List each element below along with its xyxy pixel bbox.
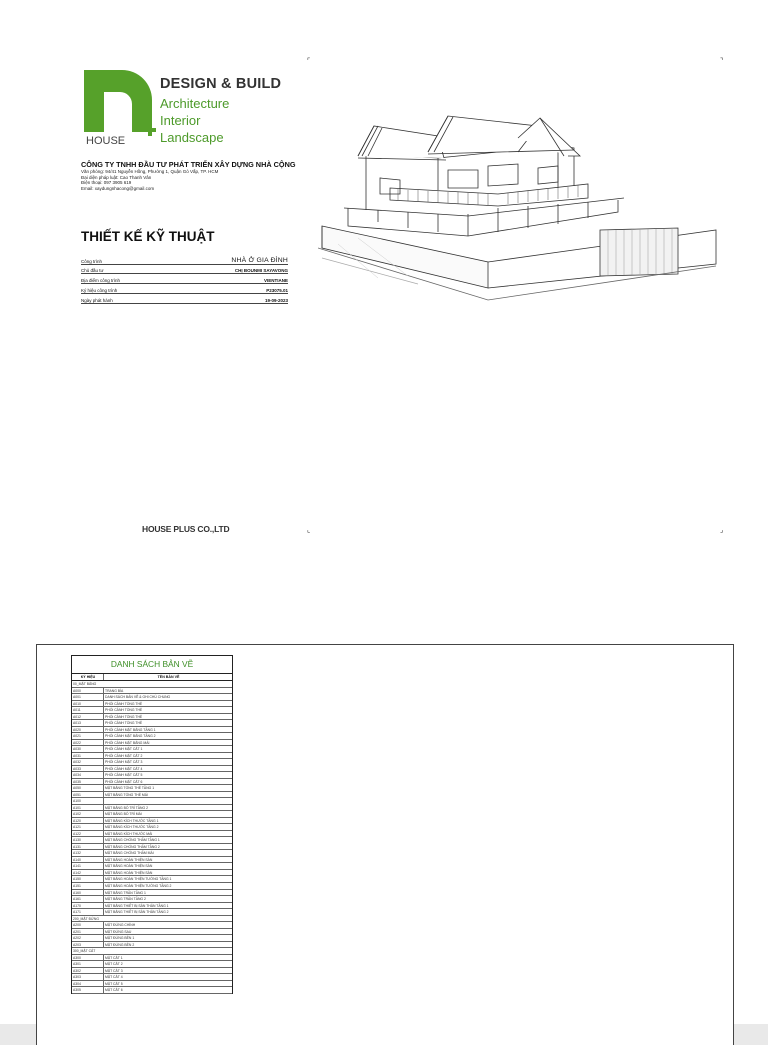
drawing-code: A020 [72,727,104,733]
info-value: 19-09-2023 [264,297,288,303]
drawing-name: MẶT ĐỨNG BÊN 1 [105,936,135,941]
drawing-code: A170 [72,903,104,909]
drawing-name: MẶT BẰNG HOÀN THIỆN SÀN [105,857,153,862]
drawing-name: PHỐI CẢNH MẶT CẮT 6 [105,779,143,784]
drawing-name: PHỐI CẢNH MẶT CẮT 2 [105,753,143,758]
drawing-list-table [71,655,233,994]
drawing-name: MẶT CẮT 4 [105,975,123,980]
project-info-table [81,253,288,304]
drawing-code: A051 [72,792,104,798]
info-label: Chủ đầu tư [81,268,104,274]
drawing-name: PHỐI CẢNH TỔNG THỂ [105,701,143,706]
drawing-code: A011 [72,707,104,713]
drawing-name [132,916,232,922]
info-label: Công trình [81,258,103,264]
drawing-code: A304 [72,981,104,987]
crop-mark: ⌝ [720,58,724,65]
drawing-code: A151 [72,883,104,889]
house-plus-logo-icon [82,70,158,150]
company-email: Email: xaydungnhacong@gmail.com [81,185,155,191]
drawing-code: 200_MẶT ĐỨNG [73,916,100,921]
drawing-code: A200 [72,922,104,928]
drawing-name: PHỐI CẢNH MẶT CẮT 3 [105,760,143,765]
company-address: Văn phòng: 94/41 Nguyễn Hồng, Phường 1, Quận Gò Vấp, TP. HCM [81,169,219,174]
drawing-code: A012 [72,714,104,720]
drawing-code: 00_MẶT BẰNG [73,682,97,686]
drawing-name: MẶT BẰNG TỔNG THỂ TẦNG 1 [105,786,155,791]
drawing-name: MẶT BẰNG HOÀN THIỆN TƯỜNG TẦNG 2 [105,883,172,888]
drawing-name: MẶT CẮT 3 [105,968,123,973]
drawing-name [104,798,232,804]
drawing-code: A161 [72,896,104,902]
drawing-code: A121 [72,824,104,830]
brand-title: DESIGN & BUILD [160,76,282,92]
drawing-code: A021 [72,733,104,739]
drawing-name: MẶT BẰNG HOÀN THIỆN SÀN [105,870,153,875]
drawing-code: A022 [72,740,104,746]
table-row [72,987,232,994]
drawing-name: PHỐI CẢNH MẶT BẰNG TẦNG 2 [105,734,156,739]
drawing-name: MẶT BẰNG CHỐNG THẤM TẦNG 2 [105,844,160,849]
drawing-name: MẶT BẰNG THIẾT BỊ SÂN THÂN TẦNG 2 [105,910,169,915]
drawing-code: A300 [72,955,104,961]
drawing-code: A000 [72,688,104,694]
brand-service-architecture: Architecture [160,96,230,111]
drawing-name: PHỐI CẢNH MẶT CẮT 5 [105,773,143,778]
drawing-code: A203 [72,942,104,948]
drawing-code: A150 [72,876,104,882]
drawing-code: A171 [72,909,104,915]
drawing-name: MẶT BẰNG TRẦN TẦNG 1 [105,890,146,895]
sheet-frame [36,644,734,1045]
drawing-name: MẶT ĐỨNG BÊN 2 [105,942,135,947]
drawing-name: MẶT BẰNG KÍCH THƯỚC TẦNG 1 [105,818,159,823]
drawing-name: MẶT BẰNG THIẾT BỊ SÂN THÂN TẦNG 1 [105,903,169,908]
drawing-code: A132 [72,850,104,856]
info-row [81,265,288,275]
drawing-name: PHỐI CẢNH MẶT BẰNG TẦNG 1 [105,727,156,732]
crop-mark: ⌟ [720,527,724,534]
drawing-name: MẶT BẰNG BỐ TRÍ TẦNG 2 [105,805,148,810]
drawing-code: A050 [72,785,104,791]
drawing-code: A142 [72,870,104,876]
company-logo [82,70,158,155]
drawing-name: MẶT CẮT 1 [105,955,123,960]
crop-mark: ⌜ [307,58,311,65]
drawing-code: A305 [72,987,104,993]
drawing-code: A160 [72,890,104,896]
info-value: CHỊ BOUNMI SAYAVONG [234,268,288,274]
drawing-code: A030 [72,746,104,752]
drawing-code: A201 [72,929,104,935]
info-value: NHÀ Ở GIA ĐÌNH [231,256,288,264]
drawing-code: A033 [72,766,104,772]
drawing-code: A303 [72,974,104,980]
drawing-code: A032 [72,759,104,765]
drawing-list-page [0,610,768,1024]
drawing-name: MẶT CẮT 5 [105,981,123,986]
info-row [81,294,288,304]
drawing-name: MẶT BẰNG KÍCH THƯỚC TẦNG 2 [105,825,159,830]
drawing-name: MẶT BẰNG CHỐNG THẤM TẦNG 1 [105,838,160,843]
drawing-code: A101 [72,805,104,811]
brand-service-interior: Interior [160,113,201,128]
company-phone: Điện thoại: 097 3905 619 [81,180,132,186]
company-name: CÔNG TY TNHH ĐẦU TƯ PHÁT TRIỂN XÂY DỰNG NHÀ CỘNG [81,160,296,169]
info-row [81,253,288,265]
drawing-name: DANH SÁCH BẢN VẼ & GHI CHÚ CHUNG [105,695,171,700]
house-perspective-sketch [318,108,723,308]
drawing-name: PHỐI CẢNH TỔNG THỂ [105,708,143,713]
crop-mark: ⌞ [307,527,311,534]
header-name: TÊN BẢN VẼ [157,675,180,679]
drawing-name: MẶT ĐỨNG SAU [105,929,132,934]
drawing-name: MẶT BẰNG HOÀN THIỆN SÀN [105,864,153,869]
drawing-code: A202 [72,935,104,941]
info-row [81,274,288,284]
company-representative: Đại diện pháp luật: Cao Thanh Vân [81,174,152,180]
logo-wordmark: HOUSE [86,135,126,147]
drawing-code: A122 [72,831,104,837]
footer-company: HOUSE PLUS CO.,LTD [142,524,230,534]
drawing-code: A302 [72,968,104,974]
info-label: Địa điểm công trình [81,278,121,284]
drawing-name: PHỐI CẢNH MẶT CẮT 4 [105,766,143,771]
drawing-code: A031 [72,753,104,759]
drawing-name: MẶT CẮT 6 [105,988,123,993]
drawing-name: MẶT BẰNG CHỐNG THẤM MÁI [105,851,154,856]
drawing-name: MẶT BẰNG TỔNG THỂ MÁI [105,792,148,797]
drawing-name: MẶT BẰNG BỐ TRÍ MÁI [105,812,142,817]
drawing-code: A140 [72,857,104,863]
drawing-name: MẶT BẰNG TRẦN TẦNG 2 [105,897,146,902]
drawing-code: A301 [72,961,104,967]
drawing-code: A100 [72,798,104,804]
drawing-list-title: DANH SÁCH BẢN VẼ [72,656,232,674]
drawing-name: PHỐI CẢNH TỔNG THỂ [105,714,143,719]
drawing-name: MẶT CẮT 2 [105,962,123,967]
info-value: VIENTIANE [263,278,288,284]
drawing-name [132,681,232,687]
drawing-code: A010 [72,701,104,707]
drawing-name: MẶT ĐỨNG CHÍNH [105,923,136,928]
info-value: P23075.01 [266,287,288,293]
brand-service-landscape: Landscape [160,130,224,145]
drawing-code: 300_MẶT CẮT [73,949,96,954]
header-code: KÝ HIỆU [72,674,104,680]
drawing-code: A120 [72,818,104,824]
drawing-name: MẶT BẰNG HOÀN THIỆN TƯỜNG TẦNG 1 [105,877,172,882]
drawing-name: PHỐI CẢNH TỔNG THỂ [105,721,143,726]
drawing-name: PHỐI CẢNH MẶT BẰNG MÁI [105,740,150,745]
drawing-name: MẶT BẰNG KÍCH THƯỚC MÁI [105,831,153,836]
brand-block [160,76,281,146]
info-row [81,284,288,294]
drawing-code: A130 [72,837,104,843]
drawing-code: A131 [72,844,104,850]
drawing-name: TRANG BÌA [105,688,124,693]
drawing-code: A141 [72,863,104,869]
document-title: THIẾT KẾ KỸ THUẬT [81,229,215,244]
drawing-list-header [72,674,232,681]
drawing-code: A102 [72,811,104,817]
drawing-code: A001 [72,694,104,700]
drawing-code: A013 [72,720,104,726]
info-label: Ngày phát hành [81,297,113,303]
drawing-code: A035 [72,779,104,785]
company-info [81,160,296,191]
info-label: Ký hiệu công trình [81,287,118,293]
drawing-name: PHỐI CẢNH MẶT CẮT 1 [105,747,143,752]
drawing-name [132,948,232,954]
drawing-code: A034 [72,772,104,778]
